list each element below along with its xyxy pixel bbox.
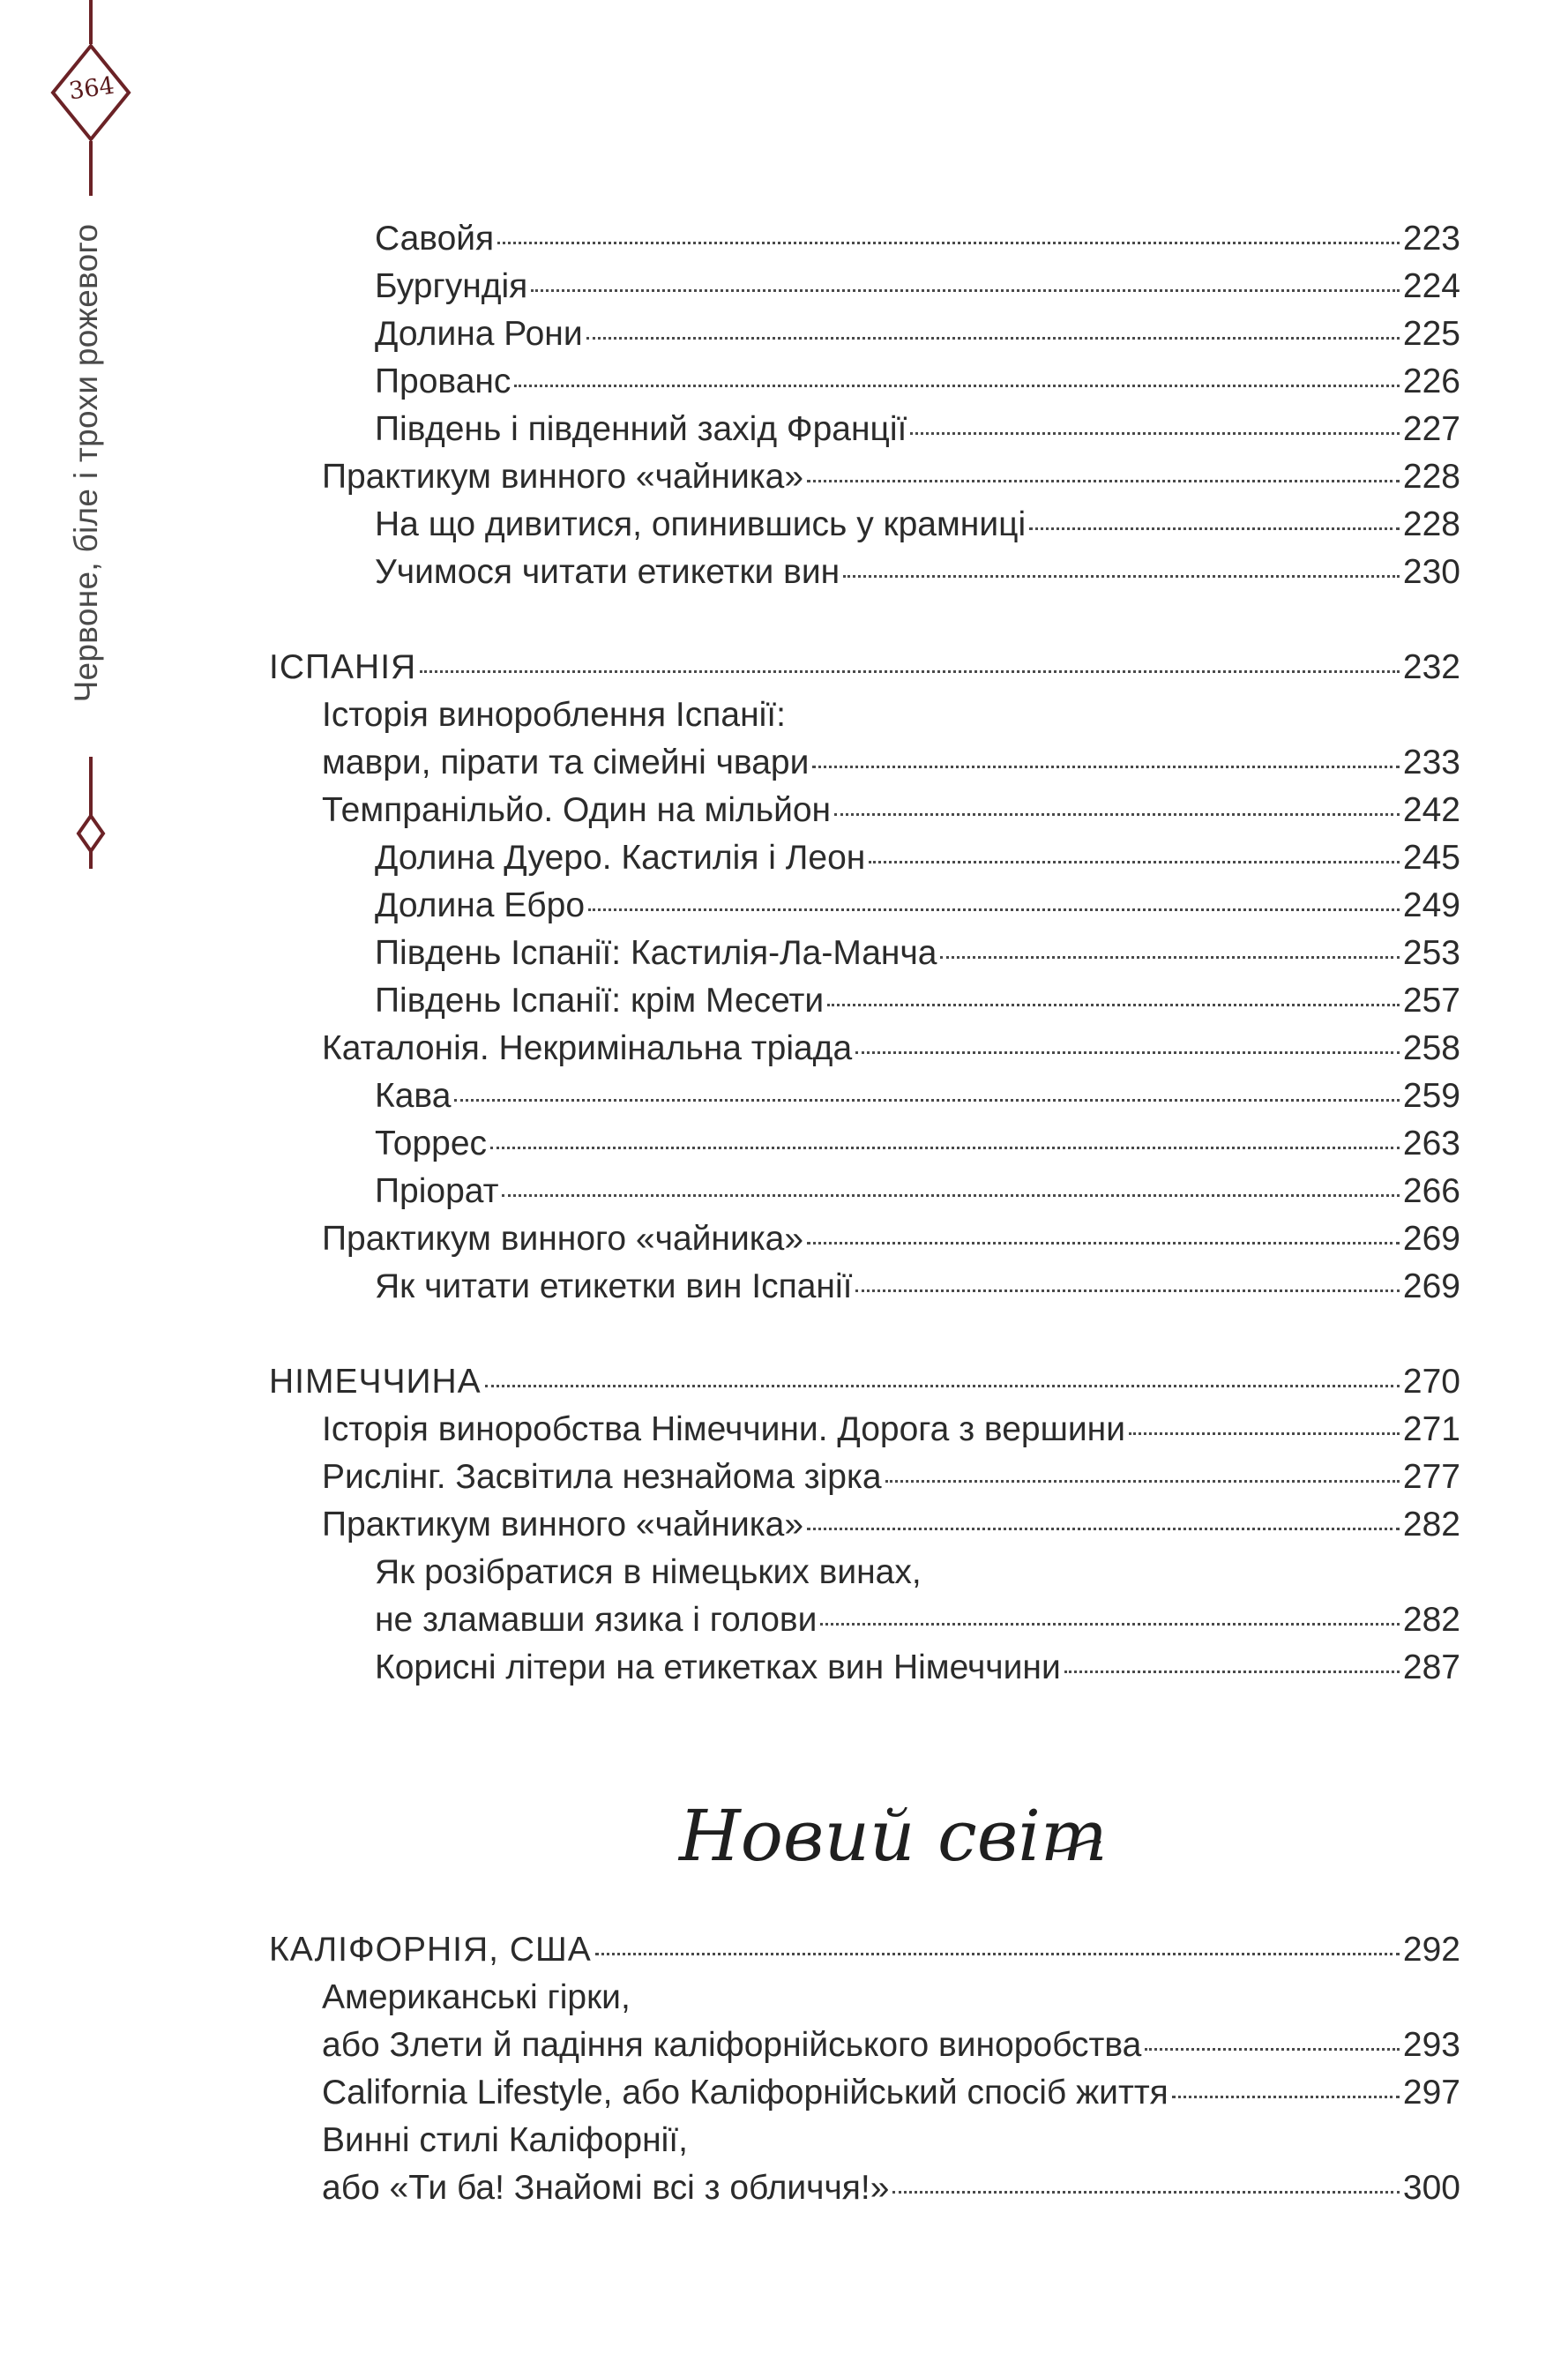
toc-entry[interactable]: Як читати етикетки вин Іспанії 269 [375, 1267, 1460, 1305]
toc-entry[interactable]: Південь Іспанії: Кастилія-Ла-Манча 253 [375, 934, 1460, 972]
toc-entry[interactable]: Корисні літери на етикетках вин Німеччини 287 [375, 1648, 1460, 1686]
toc-entry[interactable]: Савойя 223 [375, 220, 1460, 258]
toc-entry[interactable]: Історія виноробства Німеччини. Дорога з вершини 271 [322, 1410, 1460, 1448]
flourish-icon [1049, 1832, 1102, 1858]
toc-entry[interactable]: Каталонія. Некримінальна тріада 258 [322, 1029, 1460, 1067]
toc-entry-text[interactable]: Як розібратися в німецьких винах, [375, 1553, 922, 1591]
toc-entry[interactable]: Торрес 263 [375, 1125, 1460, 1162]
toc-entry-text[interactable]: Винні стилі Каліфорнії, [322, 2121, 688, 2159]
toc-entry[interactable]: Практикум винного «чайника» 228 [322, 458, 1460, 496]
toc-section-california[interactable]: КАЛІФОРНІЯ, США 292 [269, 1931, 1460, 1969]
toc-entry[interactable]: Пріорат 266 [375, 1172, 1460, 1210]
toc-entry[interactable]: Долина Ебро 249 [375, 886, 1460, 924]
toc-entry[interactable]: або «Ти ба! Знайомі всі з обличчя!» 300 [322, 2169, 1460, 2207]
toc-entry[interactable]: Бургундія 224 [375, 267, 1460, 305]
toc-entry[interactable]: California Lifestyle, або Каліфорнійський спосіб життя 297 [322, 2074, 1460, 2112]
toc-entry[interactable]: Практикум винного «чайника» 269 [322, 1220, 1460, 1258]
toc-entry[interactable]: маври, пірати та сімейні чвари 233 [322, 744, 1460, 781]
toc-entry[interactable]: На що дивитися, опинившись у крамниці 228 [375, 505, 1460, 543]
section-heading-new-world: Новий світ [679, 1795, 1108, 1877]
toc-entry[interactable]: Темпранільйо. Один на мільйон 242 [322, 791, 1460, 829]
toc-entry[interactable]: Долина Рони 225 [375, 315, 1460, 353]
toc-entry-text[interactable]: Історія винороблення Іспанії: [322, 696, 786, 734]
toc-entry-text[interactable]: Американські гірки, [322, 1978, 631, 2016]
toc-entry[interactable]: Рислінг. Засвітила незнайома зірка 277 [322, 1458, 1460, 1496]
toc-entry[interactable]: або Злети й падіння каліфорнійського виноробства 293 [322, 2026, 1460, 2064]
toc-section-germany[interactable]: НІМЕЧЧИНА 270 [269, 1363, 1460, 1401]
toc-entry[interactable]: Долина Дуеро. Кастилія і Леон 245 [375, 839, 1460, 877]
sidebar-ornament [0, 0, 176, 882]
toc-entry[interactable]: Учимося читати етикетки вин 230 [375, 553, 1460, 591]
toc-entry[interactable]: Південь Іспанії: крім Месети 257 [375, 982, 1460, 1020]
running-title: Червоне, біле і трохи рожевого [68, 223, 104, 703]
toc-entry[interactable]: Практикум винного «чайника» 282 [322, 1506, 1460, 1544]
toc-entry[interactable]: не зламавши язика і голови 282 [375, 1601, 1460, 1639]
toc-section-spain[interactable]: ІСПАНІЯ 232 [269, 648, 1460, 686]
toc-entry[interactable]: Південь і південний захід Франції 227 [375, 410, 1460, 448]
toc-entry[interactable]: Прованс 226 [375, 363, 1460, 400]
page-number: 364 [67, 71, 116, 106]
toc-entry[interactable]: Кава 259 [375, 1077, 1460, 1115]
